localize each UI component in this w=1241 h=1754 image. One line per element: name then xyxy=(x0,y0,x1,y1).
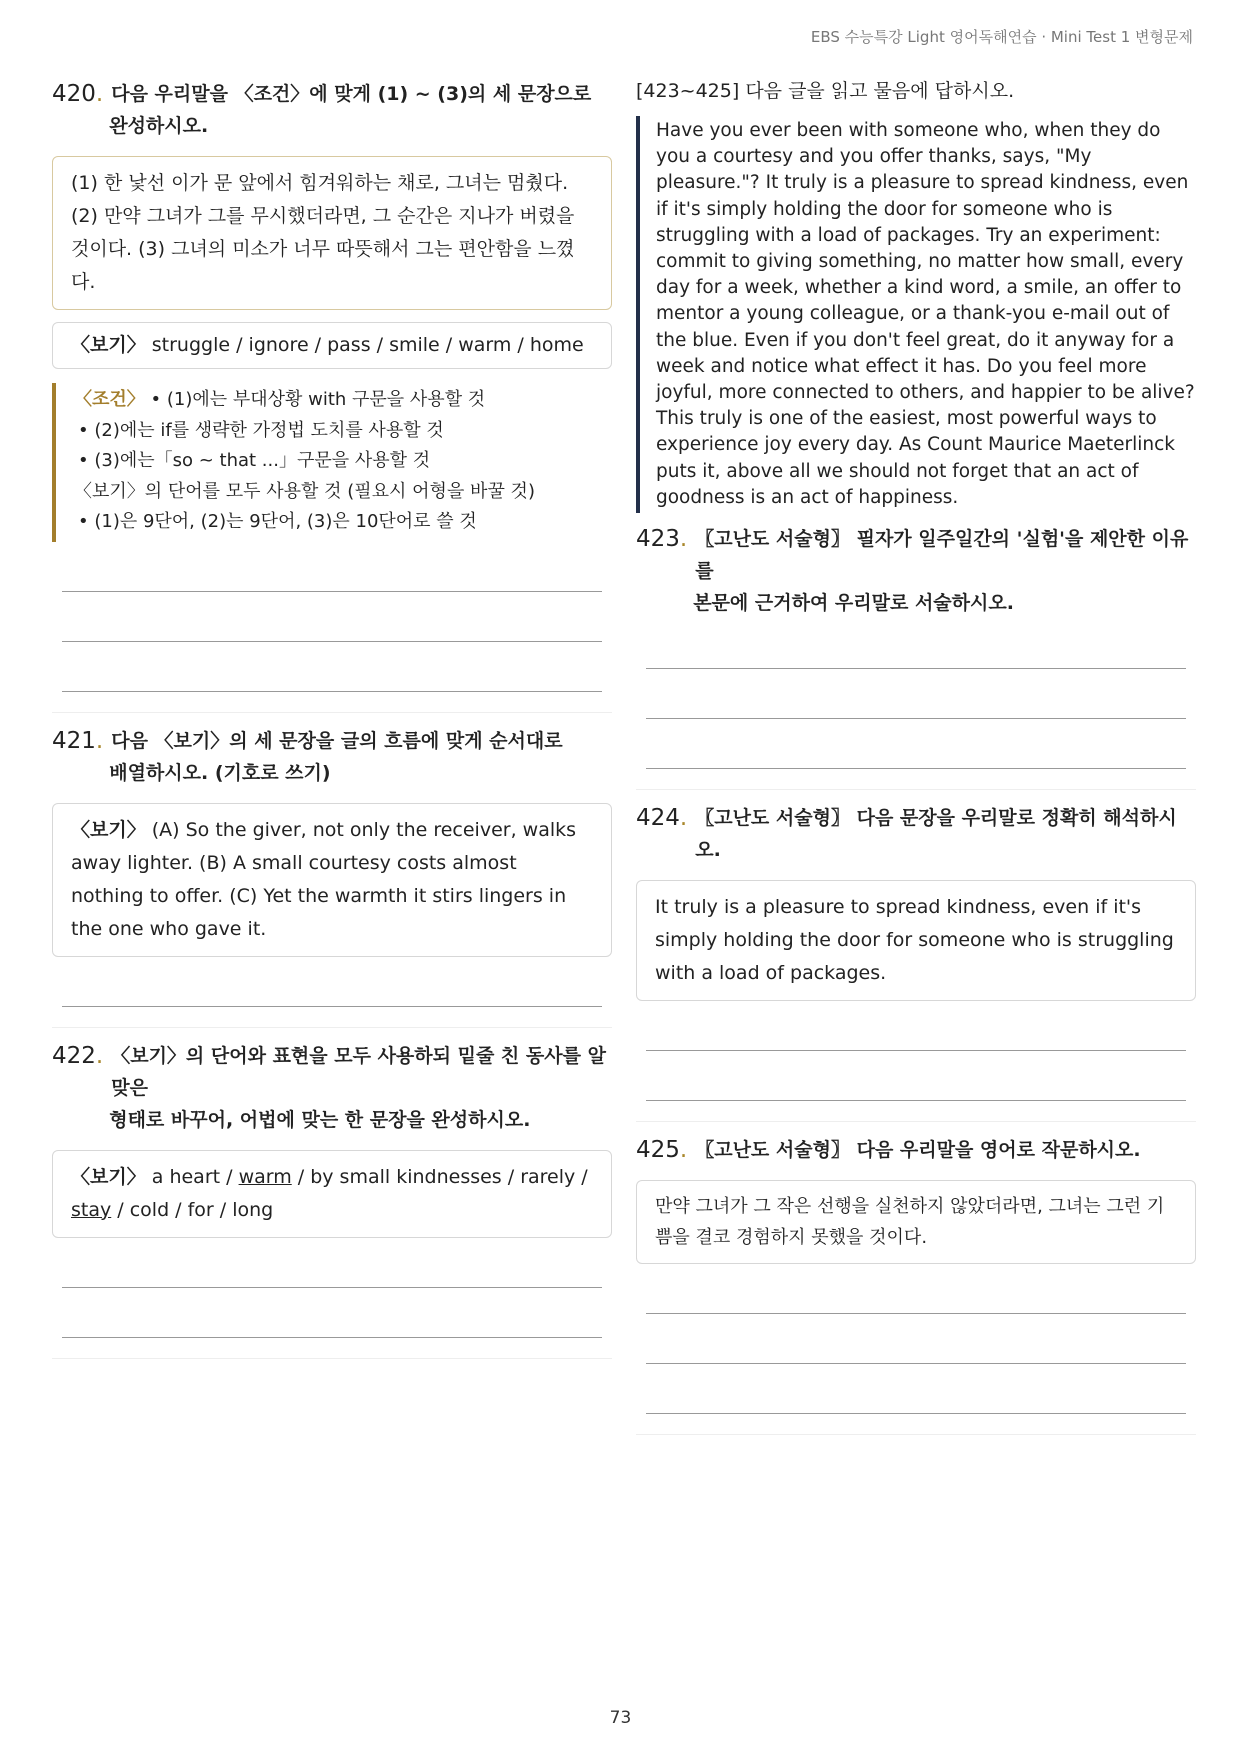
question-425-header xyxy=(636,1134,1196,1166)
bogi-box: 〈보기〉 a heart / warm / by small kindnesses / rarely / stay / cold / for / long xyxy=(52,1150,612,1238)
question-title: 다음 〈보기〉의 세 문장을 글의 흐름에 맞게 순서대로 배열하시오. (기호로 쓰기) xyxy=(109,729,563,784)
question-title: 〖고난도 서술형〗 다음 우리말을 영어로 작문하시오. xyxy=(695,1139,1141,1162)
question-number: 424. xyxy=(636,805,688,832)
bogi-box: 〈보기〉 struggle / ignore / pass / smile / warm / home xyxy=(52,322,612,369)
question-420-header xyxy=(52,78,612,142)
running-header: EBS 수능특강 Light 영어독해연습 · Mini Test 1 변형문제 xyxy=(810,28,1193,46)
divider xyxy=(636,1434,1196,1435)
left-column xyxy=(52,78,612,1359)
right-column xyxy=(636,78,1196,1435)
sentence-box: It truly is a pleasure to spread kindness, even if it's simply holding the door for someone who is struggling with a load of packages. xyxy=(636,880,1196,1001)
question-title: 〖고난도 서술형〗 필자가 일주일간의 '실험'을 제안한 이유를 본문에 근거하여 우리말로 서술하시오. xyxy=(693,528,1189,615)
question-title: 다음 우리말을 〈조건〉에 맞게 (1) ~ (3)의 세 문장으로 완성하시오. xyxy=(109,83,592,137)
page-number: 73 xyxy=(609,1708,632,1728)
bogi-box: 〈보기〉 (A) So the giver, not only the receiver, walks away lighter. (B) A small courtesy costs almost nothing to offer. (C) Yet the warmth it stirs lingers in the one who gave it. xyxy=(52,803,612,957)
question-number: 423. xyxy=(636,526,688,553)
divider xyxy=(636,1121,1196,1122)
korean-text-box: (1) 한 낯선 이가 문 앞에서 힘겨워하는 채로, 그녀는 멈췄다. (2) 만약 그녀가 그를 무시했더라면, 그 순간은 지나가 버렸을 것이다. (3) 그녀의 미소가 너무 따뜻해서 그는 편안함을 느꼈다. xyxy=(52,156,612,310)
question-title: 〈보기〉의 단어와 표현을 모두 사용하되 밑줄 친 동사를 알맞은 형태로 바꾸어, 어법에 맞는 한 문장을 완성하시오. xyxy=(109,1044,606,1131)
question-number: 421. xyxy=(52,727,104,754)
passage-heading: [423~425] 다음 글을 읽고 물음에 답하시오. xyxy=(636,80,1015,102)
question-title: 〖고난도 서술형〗 다음 문장을 우리말로 정확히 해석하시오. xyxy=(695,807,1177,862)
reading-passage: Have you ever been with someone who, when they do you a courtesy and you offer thanks, says, "My pleasure."? It truly is a pleasure to spread kindness, even if it's simply holding the door for someone who is struggling with a load of packages. Try an experiment: commit to giving something, no matter how small, every day for a week, whether a kind word, a smile, an offer to mentor a young colleague, or a thank-you e-mail out of the blue. Even if you don't feel great, do it anyway for a week and notice what effect it has. Do you feel more joyful, more connected to others, and happier to be alive? This truly is one of the easiest, most powerful ways to experience joy every day. As Count Maurice Maeterlinck puts it, above all we should not forget that an act of goodness is an act of happiness. xyxy=(636,116,1196,513)
question-423-header xyxy=(636,523,1196,619)
question-number: 420. xyxy=(52,81,104,107)
question-number: 425. xyxy=(636,1137,688,1164)
question-424-header xyxy=(636,802,1196,866)
divider xyxy=(52,712,612,713)
korean-text-box: 만약 그녀가 그 작은 선행을 실천하지 않았더라면, 그녀는 그런 기쁨을 결코 경험하지 못했을 것이다. xyxy=(636,1180,1196,1264)
divider xyxy=(52,1358,612,1359)
question-number: 422. xyxy=(52,1042,104,1069)
divider xyxy=(636,789,1196,790)
divider xyxy=(52,1027,612,1028)
question-422-header xyxy=(52,1040,612,1136)
question-421-header xyxy=(52,725,612,789)
conditions-box: 〈조건〉 • (1)에는 부대상황 with 구문을 사용할 것 • (2)에는 if를 생략한 가정법 도치를 사용할 것 • (3)에는「so ~ that ...」구문을 사용할 것 〈보기〉의 단어를 모두 사용할 것 (필요시 어형을 바꿀 것) • (1)은 9단어, (2)는 9단어, (3)은 10단어로 쓸 것 xyxy=(52,383,612,542)
